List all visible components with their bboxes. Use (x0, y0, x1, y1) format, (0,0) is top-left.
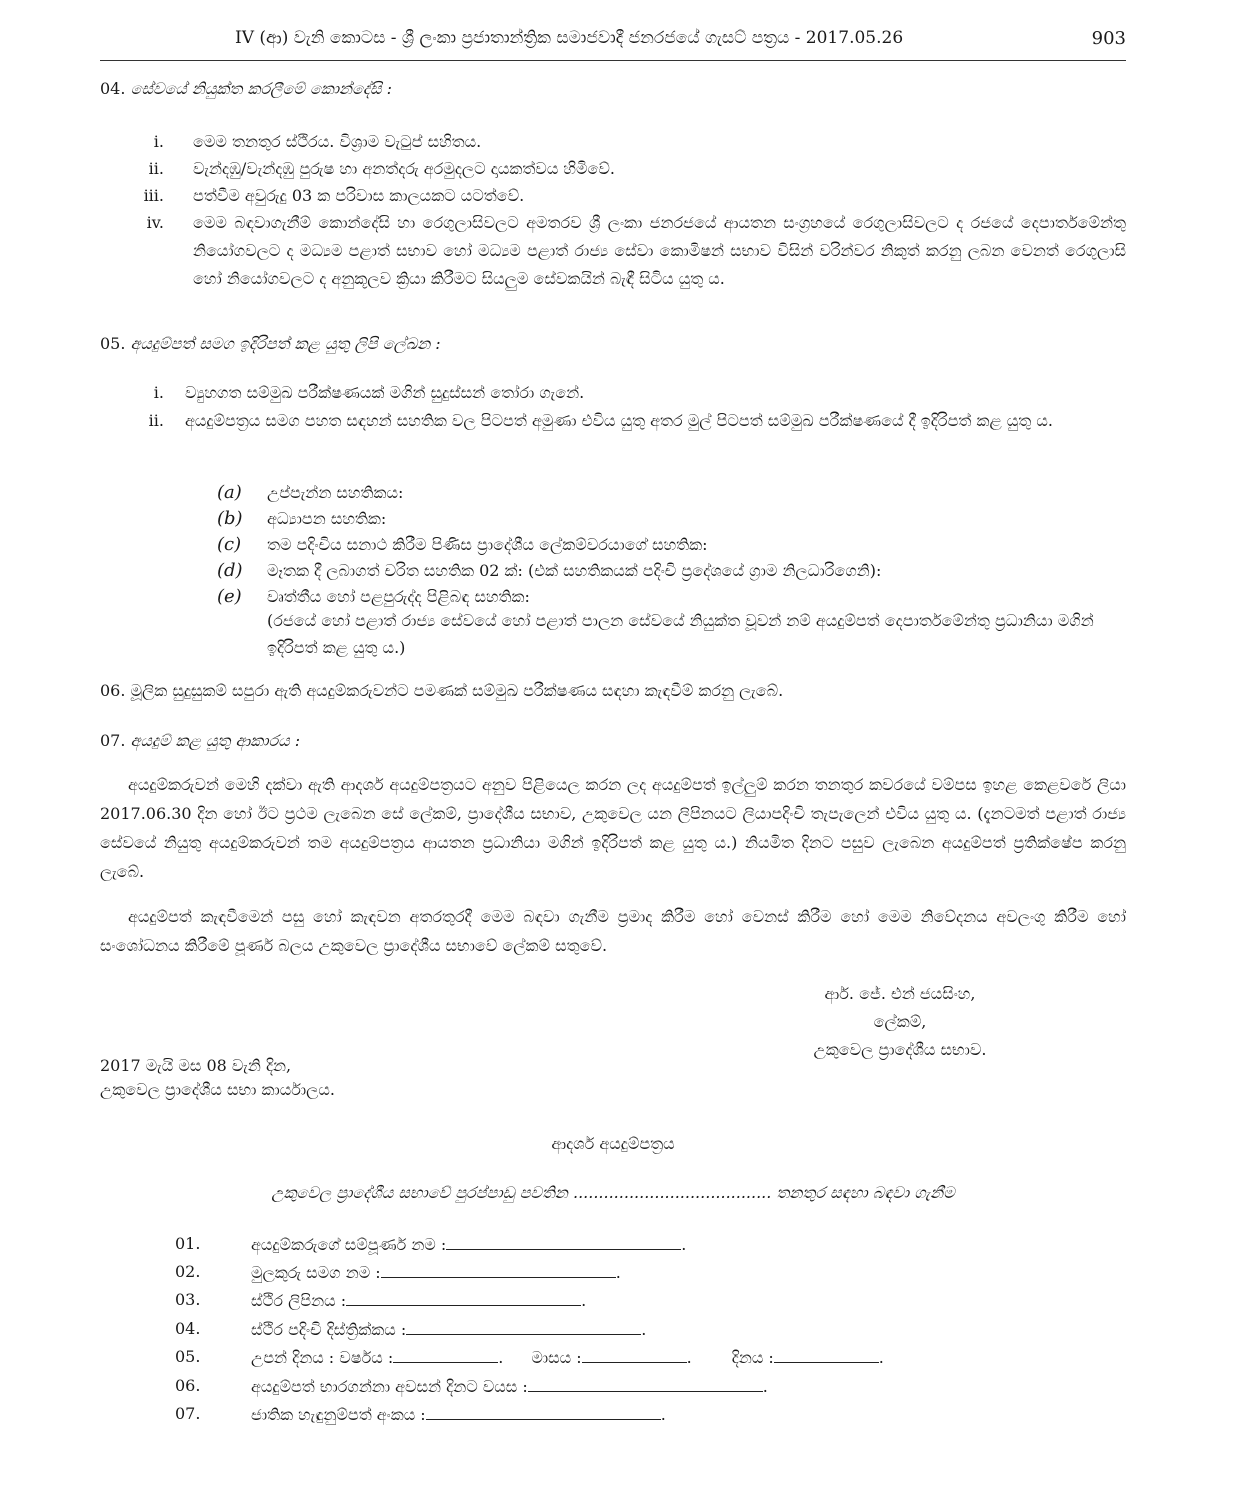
issue-place: උකුවෙල ප්‍රාදේශීය සභා කාර්යාලය. (100, 1080, 335, 1099)
page-number: 903 (1091, 28, 1126, 49)
fill-line-year[interactable] (393, 1347, 498, 1363)
date-block (100, 1054, 335, 1102)
fill-line-day[interactable] (774, 1347, 879, 1363)
signature-block (770, 980, 1030, 1064)
signatory-title: ලේකම්, (873, 1012, 927, 1031)
fill-line-month[interactable] (582, 1347, 687, 1363)
gazette-page: IV (ආ) වැනි කොටස - ශ්‍රී ලංකා ප්‍රජාතාන්ත්‍රික සමාජවාදී ජනරජයේ ගැසට් පත්‍රය - 2017.05.26 903 04. සේවයේ නියුක්ත කරලීමේ කොන්දේසි : i. මෙම තනතුර ස්ථිරය. විශ්‍රාම වැටුප් සහිතය. ii. වැන්දඹු/වැන්දඹු පුරුෂ හා අනත්දරු අරමුදලට දායකත්වය හිමිවේ. iii. පත්වීම අවුරුදු 03 ක පරිවාස කාලයකට යටත්වේ. iv. මෙම බඳවාගැනීම් කොන්දේසි හා රෙගුලාසිවලට අමතරව ශ්‍රී ලංකා ජනරජයේ ආයතන සංග්‍රහයේ රෙගුලාසිවලට ද රජයේ දෙපාර්තමේන්තු නියෝගවලට ද මධ්‍යම පළාත් සභාව හෝ මධ්‍යම පළාත් රාජ්‍ය සේවා කොමිෂන් සභාව විසින් වරින්වර නිකුත් කරනු ලබන වෙනත් රෙගුලාසි හෝ නියෝගවලට ද අනුකූලව ක්‍රියා කිරීමට සියලුම සේවකයින් බැඳී සිටිය යුතු ය. 05. අයදුම්පත් සමග ඉදිරිපත් කළ යුතු ලිපි ලේඛන : i. ව්‍යුහගත සම්මුඛ පරීක්ෂණයක් මගින් සුදුස්සන් තෝරා ගැනේ. ii. අයදුම්පත්‍රය සමග පහත සඳහන් සහතික වල පිටපත් අමුණා එවිය යුතු අතර මුල් පිටපත් සම්මුඛ පරීක්ෂණයේ දී ඉදිරිපත් කළ යුතු ය. (a) උප්පැන්න සහතිකය: (b) අධ්‍යාපන සහතික: (c) තම පදිංචිය සනාථ කිරීම පිණිස ප්‍රාදේශීය ලේකම්වරයාගේ සහතික: (d) මෑතක දී ලබාගත් චරිත සහතික 02 ක්: (එක් සහතිකයක් පදිංචි ප්‍රදේශයේ ග්‍රාම නිලධාරිගෙනි): (e) වෘත්තීය හෝ පළපුරුද්ද පිළිබඳ සහතික: (රජයේ හෝ පළාත් රාජ්‍ය සේවයේ හෝ පළාත් පාලන සේවයේ නියුක්ත වූවන් නම් අයදුම්පත් දෙපාර්තමේන්තු ප්‍රධානියා මගින් ඉදිරිපත් කළ යුතු ය.) 06. මූලික සුදුසුකම් සපුරා ඇති අයදුම්කරුවන්ට පමණක් සම්මුඛ පරීක්ෂණය සඳහා කැඳවීම් කරනු ලැබේ. 07. අයදුම් කළ යුතු ආකාරය : අයදුම්කරුවන් මෙහි දක්වා ඇති ආදර්ශ අයදුම්පත්‍රයට අනුව පිළියෙල කරන ලද අයදුම්පත් ඉල්ලුම් කරන තනතුර කවරයේ වම්පස ඉහළ කෙළවරේ ලියා 2017.06.30 දින හෝ ඊට ප්‍රථම ලැබෙන සේ ලේකම්, ප්‍රාදේශීය සභාව, උකුවෙල යන ලිපිනයට ලියාපදිංචි තැපැලෙන් එවිය යුතු ය. (දැනටමත් පළාත් රාජ්‍ය සේවයේ නියුතු අයදුම්කරුවන් තම අයදුම්පත්‍රය ආයතන ප්‍රධානියා මගින් ඉදිරිපත් කළ යුතු ය.) නියමිත දිනට පසුව ලැබෙන අයදුම්පත් ප්‍රතික්ෂේප කරනු ලැබේ. අයදුම්පත් කැඳවීමෙන් පසු හෝ කැඳවන අතරතුරදී මෙම බඳවා ගැනීම ප්‍රමාද කිරීම හෝ වෙනස් කිරීම හෝ මෙම නිවේදනය අවලංගු කිරීම හෝ සංශෝධනය කිරීමේ පූර්ණ බලය උකුවෙල ප්‍රාදේශීය සභාවේ ලේකම් සතුවේ. ආර්. ජේ. එන් ජයසිංහ, ලේකම්, උකුවෙල ප්‍රාදේශීය සභාව. 2017 මැයි මස 08 වැනි දින, උකුවෙල ප්‍රාදේශීය සභා කාර්යාලය. ආදර්ශ අයදුම්පත්‍රය උකුවෙල ප්‍රාදේශීය සභාවේ පුරප්පාඩු පවතින ....................................... තනතුර සඳහා බඳවා ගැනීම 01. අයදුම්කරුගේ සම්පූර්ණ නම : . 02. මුලකුරු සමග නම : . 03. ස්ථිර ලිපිනය : . 04. ස්ථිර පදිංචි දිස්ත්‍රික්කය : . 05. උපන් දිනය : වර්ෂය : . මාසය : . දිනය : . 06. අයදුම්පත් භාරගන්නා අවසන් දිනට වයස : . 07. ජාතික හැඳුනුම්පත් අංකය : . (100, 28, 1126, 1424)
section-04-heading: 04. සේවයේ නියුක්ත කරලීමේ කොන්දේසි : (100, 79, 392, 98)
fill-line[interactable] (406, 1319, 641, 1335)
signatory-office: උකුවෙල ප්‍රාදේශීය සභාව. (813, 1040, 987, 1059)
section-07-heading: 07. අයදුම් කළ යුතු ආකාරය : (100, 731, 301, 750)
issue-date: 2017 මැයි මස 08 වැනි දින, (100, 1056, 292, 1075)
fill-line[interactable] (381, 1262, 616, 1278)
signatory-name: ආර්. ජේ. එන් ජයසිංහ, (824, 984, 976, 1003)
form-subtitle: උකුවෙල ප්‍රාදේශීය සභාවේ පුරප්පාඩු පවතින ....................................... තනතුර සඳහා බඳවා ගැනීම (271, 1183, 955, 1202)
paragraph: අයදුම්කරුවන් මෙහි දක්වා ඇති ආදර්ශ අයදුම්පත්‍රයට අනුව පිළියෙල කරන ලද අයදුම්පත් ඉල්ලුම් කරන තනතුර කවරයේ වම්පස ඉහළ කෙළවරේ ලියා 2017.06.30 දින හෝ ඊට ප්‍රථම ලැබෙන සේ ලේකම්, ප්‍රාදේශීය සභාව, උකුවෙල යන ලිපිනයට ලියාපදිංචි තැපැලෙන් එවිය යුතු ය. (දැනටමත් පළාත් රාජ්‍ය සේවයේ නියුතු අයදුම්කරුවන් තම අයදුම්පත්‍රය ආයතන ප්‍රධානියා මගින් ඉදිරිපත් කළ යුතු ය.) නියමිත දිනට පසුව ලැබෙන අයදුම්පත් ප්‍රතික්ෂේප කරනු ලැබේ. (100, 775, 1126, 881)
fill-line[interactable] (426, 1404, 661, 1420)
section-06: 06. මූලික සුදුසුකම් සපුරා ඇති අයදුම්කරුවන්ට පමණක් සම්මුඛ පරීක්ෂණය සඳහා කැඳවීම් කරනු ලැබේ. (100, 681, 784, 700)
section-05-heading: 05. අයදුම්පත් සමග ඉදිරිපත් කළ යුතු ලිපි ලේඛන : (100, 334, 441, 353)
header-title: IV (ආ) වැනි කොටස - ශ්‍රී ලංකා ප්‍රජාතාන්ත්‍රික සමාජවාදී ජනරජයේ ගැසට් පත්‍රය - 2017.05.26 (235, 28, 904, 48)
fill-line[interactable] (346, 1290, 581, 1306)
fill-line[interactable] (528, 1376, 763, 1392)
fill-line[interactable] (446, 1234, 681, 1250)
paragraph: අයදුම්පත් කැඳවීමෙන් පසු හෝ කැඳවන අතරතුරදී මෙම බඳවා ගැනීම ප්‍රමාද කිරීම හෝ වෙනස් කිරීම හෝ මෙම නිවේදනය අවලංගු කිරීම හෝ සංශෝධනය කිරීමේ පූර්ණ බලය උකුවෙල ප්‍රාදේශීය සභාවේ ලේකම් සතුවේ. (100, 907, 1126, 955)
form-title: ආදර්ශ අයදුම්පත්‍රය (551, 1134, 675, 1153)
